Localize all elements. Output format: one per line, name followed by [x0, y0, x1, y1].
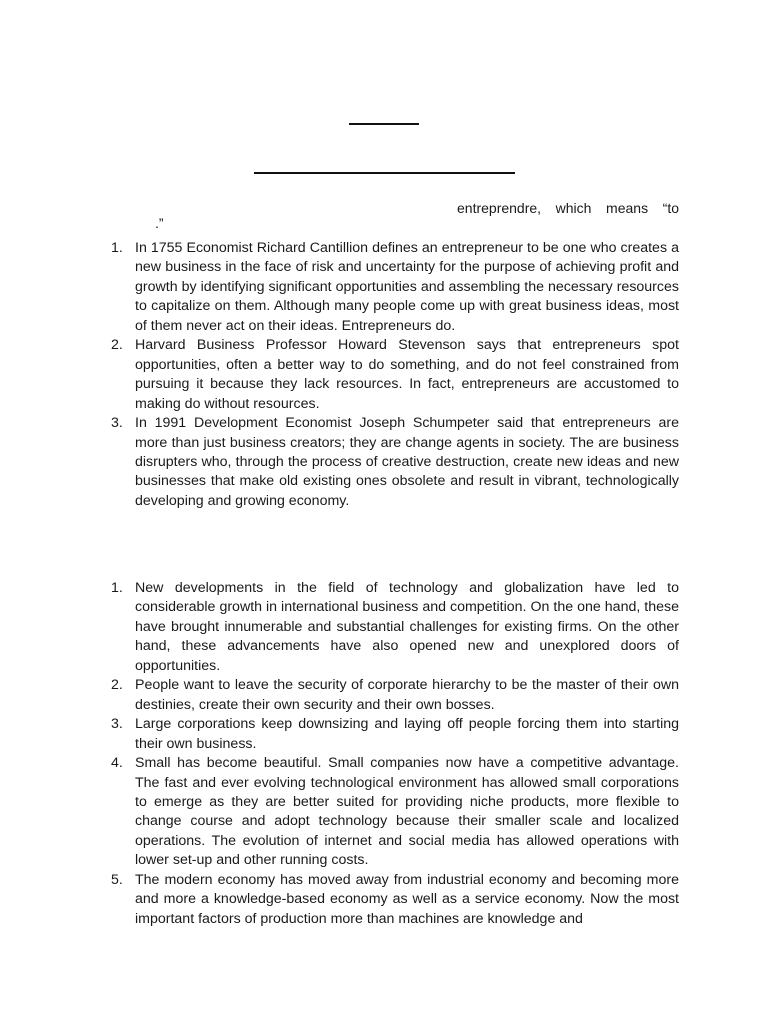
- intro-continuation: .”: [155, 215, 164, 231]
- title-redaction-line: [349, 123, 419, 125]
- list-item: [111, 336, 679, 414]
- reasons-list: [0, 579, 679, 929]
- list-item: [111, 676, 679, 715]
- list-item: [111, 715, 679, 754]
- list-item-text: Small has become beautiful. Small companies now have a competitive advantage. The fast and ever evolving technological environment has allowed small corporations to emerge as they are better suited for providing niche products, more flexible to change course and adopt technology because their smaller scale and localized operations. The evolution of internet and social media has allowed operations with lower set-up and other running costs.: [135, 755, 679, 869]
- list-item-number: 5.: [111, 871, 123, 888]
- list-item-text: In 1755 Economist Richard Cantillion defines an entrepreneur to be one who creates a new business in the face of risk and uncertainty for the purpose of achieving profit and growth by identifying significant opportunities and assembling the necessary resources to capitalize on them. Although many people come up with great business ideas, most of them never act on their ideas. Entrepreneurs do.: [135, 240, 679, 334]
- list-item: [111, 579, 679, 676]
- list-item-number: 3.: [111, 716, 123, 733]
- list-item-number: 2.: [111, 337, 123, 354]
- subtitle-redaction-line: [254, 172, 515, 174]
- list-item-text: New developments in the field of technology and globalization have led to considerable growth in international business and competition. On the one hand, these have brought innumerable and substantial challenges for existing firms. On the other hand, these advancements have also opened new and unexplored doors of opportunities.: [135, 580, 679, 674]
- list-item: [111, 871, 679, 929]
- list-item-number: 4.: [111, 755, 123, 772]
- definitions-list: [0, 239, 679, 511]
- list-item-text: Large corporations keep downsizing and laying off people forcing them into starting their own business.: [135, 716, 679, 752]
- intro-line: entreprendre, which means “to: [457, 200, 679, 216]
- list-item-text: Harvard Business Professor Howard Stevenson says that entrepreneurs spot opportunities, often a better way to do something, and do not feel constrained from pursuing it because they lack resources. In fact, entrepreneurs are accustomed to making do without resources.: [135, 337, 679, 412]
- list-item-text: The modern economy has moved away from industrial economy and becoming more and more a knowledge-based economy as well as a service economy. Now the most important factors of production more than machines are knowledge and: [135, 871, 679, 927]
- list-item-number: 1.: [111, 240, 123, 256]
- list-item-number: 3.: [111, 415, 123, 432]
- list-item-number: 1.: [111, 580, 123, 596]
- list-item: [111, 239, 679, 336]
- list-item: [111, 754, 679, 871]
- list-item-text: In 1991 Development Economist Joseph Schumpeter said that entrepreneurs are more than just business creators; they are change agents in society. The are business disrupters who, through the process of creative destruction, create new ideas and new businesses that make old existing ones obsolete and result in vibrant, technologically developing and growing economy.: [135, 415, 679, 509]
- list-item: [111, 414, 679, 511]
- list-item-text: People want to leave the security of corporate hierarchy to be the master of their own destinies, create their own security and their own bosses.: [135, 677, 679, 713]
- list-item-number: 2.: [111, 677, 123, 694]
